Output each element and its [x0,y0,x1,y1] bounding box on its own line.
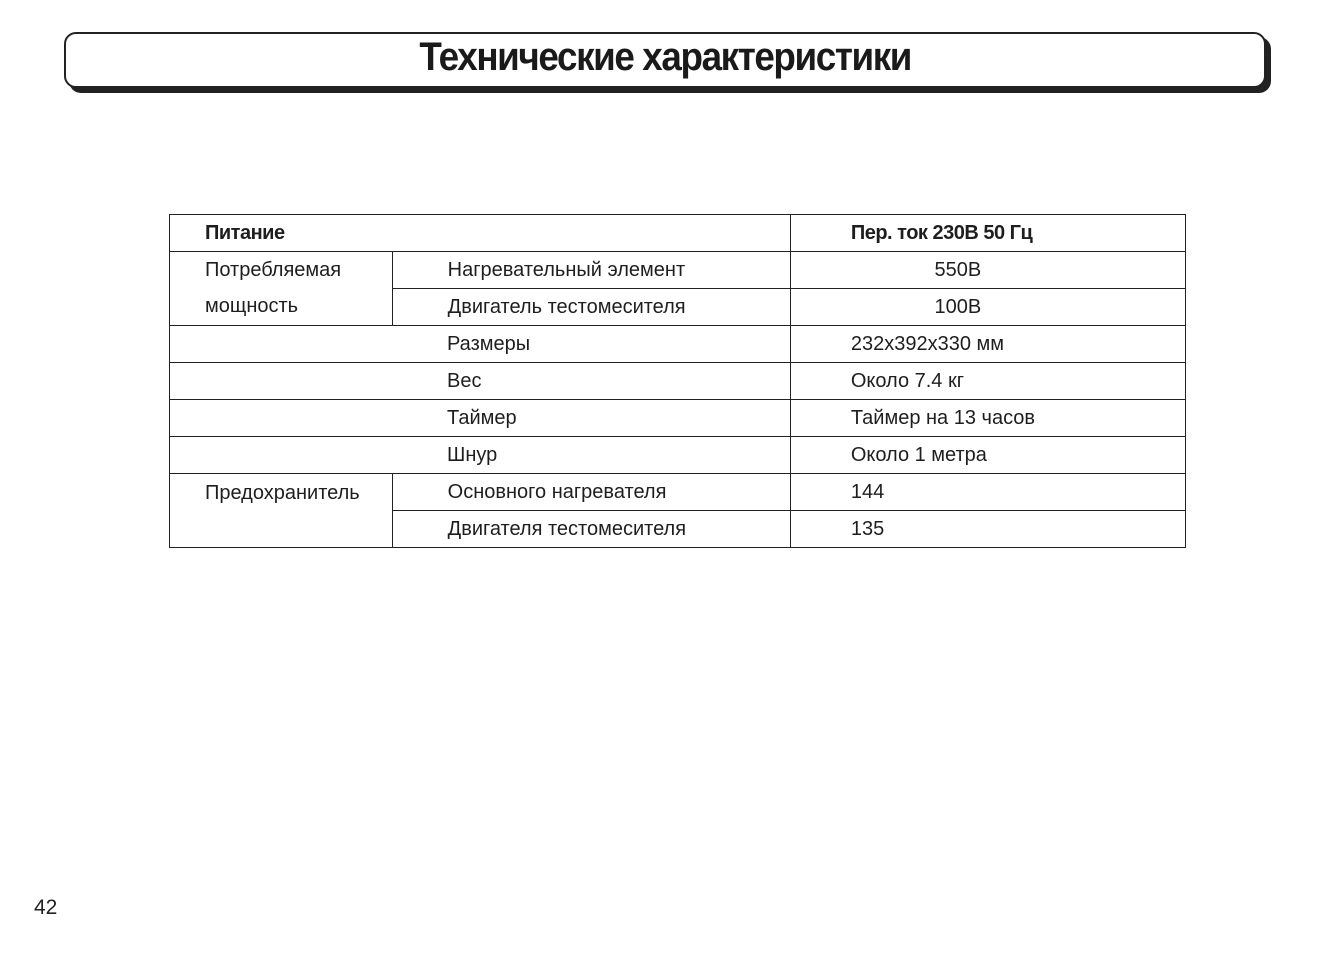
specifications-table [169,214,1186,548]
fuse-motor-label: Двигателя тестомесителя [392,511,790,548]
consumption-label-line1: Потребляемая [170,252,393,289]
weight-value: Около 7.4 кг [790,363,1185,400]
dimensions-label: Размеры [170,326,791,363]
consumption-label-line2: мощность [170,289,393,326]
cord-value: Около 1 метра [790,437,1185,474]
section-title-box [64,32,1266,88]
fuse-heater-label: Основного нагревателя [392,474,790,511]
table-row-power [170,215,1186,252]
dimensions-value: 232x392x330 мм [790,326,1185,363]
timer-label: Таймер [170,400,791,437]
fuse-heater-value: 144 [790,474,1185,511]
table-row-cord [170,437,1186,474]
page-number: 42 [34,896,58,919]
table-row-fuse-heater [170,474,1186,511]
consumption-heater-label: Нагревательный элемент [392,252,790,289]
fuse-motor-value: 135 [790,511,1185,548]
consumption-motor-label: Двигатель тестомесителя [392,289,790,326]
table-row-timer [170,400,1186,437]
consumption-heater-value: 550В [790,252,1185,289]
weight-label: Вес [170,363,791,400]
table-row-consumption-motor [170,289,1186,326]
cord-label: Шнур [170,437,791,474]
fuse-label: Предохранитель [170,474,393,548]
page-title: Технические характеристики [419,34,911,79]
power-label: Питание [170,215,791,252]
table-row-weight [170,363,1186,400]
table-row-dimensions [170,326,1186,363]
consumption-motor-value: 100В [790,289,1185,326]
power-value: Пер. ток 230В 50 Гц [790,215,1185,252]
table-row-consumption-heater [170,252,1186,289]
timer-value: Таймер на 13 часов [790,400,1185,437]
